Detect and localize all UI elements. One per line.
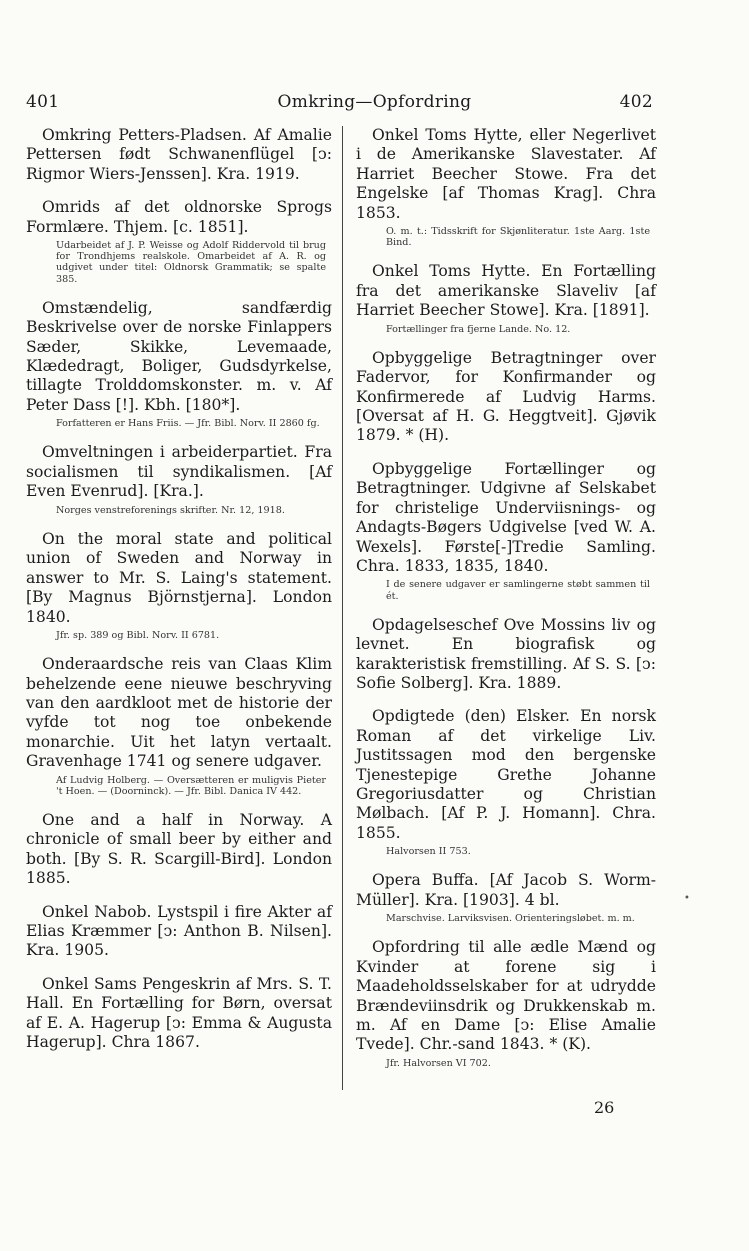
entry-text: Onkel Nabob. Lystspil i fire Akter af Elias Kræmmer [ↄ: Anthon B. Nilsen]. Kra. 1905. (26, 902, 332, 960)
entry-text: Omveltningen i arbeiderpartiet. Fra socialismen til syndikalismen. [Af Even Evenrud]. [Kra.]. (26, 443, 332, 501)
entry-note: I de senere udgaver er samlingerne støbt sammen til ét. (386, 579, 650, 602)
catalog-entry (26, 530, 332, 641)
catalog-entry (356, 938, 656, 1069)
entry-text: Opfordring til alle ædle Mænd og Kvinder at forene sig i Maadeholdsselskaber for at udrydde Brændeviinsdrik og Drukkenskab m. m. Af en Dame [ↄ: Elise Amalie Tvede]. Chr.-sand 1843. * (K). (356, 938, 656, 1054)
entry-note: Halvorsen II 753. (386, 846, 471, 858)
entry-text: Onkel Toms Hytte, eller Negerlivet i de Amerikanske Slavestater. Af Harriet Beecher Stowe. Fra det Engelske [af Thomas Krag]. Chra 1853. (356, 126, 656, 222)
catalog-entry (26, 198, 332, 285)
entry-text: One and a half in Norway. A chronicle of small beer by either and both. [By S. R. Scargill-Bird]. London 1885. (26, 810, 332, 888)
entry-note: Af Ludvig Holberg. — Oversætteren er muligvis Pieter 't Hoen. — (Doorninck). — Jfr. Bibl. Danica IV 442. (56, 774, 326, 797)
entry-note: Jfr. sp. 389 og Bibl. Norv. II 6781. (56, 629, 220, 641)
entry-text: Omkring Petters-Pladsen. Af Amalie Pettersen født Schwanenflügel [ↄ: Rigmor Wiers-Jenssen]. Kra. 1919. (26, 126, 332, 183)
entry-text: On the moral state and political union of Sweden and Norway in answer to Mr. S. Laing's statement. [By Magnus Björnstjerna]. London 1840. (26, 529, 332, 626)
entry-text: Omrids af det oldnorske Sprogs Formlære. Thjem. [c. 1851]. (26, 198, 332, 236)
entry-text: Opbyggelige Betragtninger over Fadervor, for Konfirmander og Konfirmerede af Ludvig Harms. [Oversat af H. G. Heggtveit]. Gjøvik 1879. * (H). (356, 348, 656, 445)
left-page-number: 401 (26, 92, 60, 112)
right-column (356, 126, 656, 1083)
entry-note: Jfr. Halvorsen VI 702. (386, 1057, 491, 1069)
entry-note: O. m. t.: Tidsskrift for Skjønliteratur. 1ste Aarg. 1ste Bind. (386, 226, 650, 249)
entry-note: Fortællinger fra fjerne Lande. No. 12. (386, 323, 571, 335)
catalog-entry (356, 349, 656, 446)
sheet-number: 26 (594, 1098, 615, 1117)
catalog-entry (26, 903, 332, 961)
entry-note: Marschvise. Larviksvisen. Orienteringsløbet. m. m. (386, 913, 635, 925)
catalog-entry (26, 299, 332, 430)
catalog-entry (356, 707, 656, 857)
entry-note: Forfatteren er Hans Friis. — Jfr. Bibl. Norv. II 2860 fg. (56, 418, 320, 430)
entry-text: Opdigtede (den) Elsker. En norsk Roman af det virkelige Liv. Justitssagen mod den bergenske Tjenestepige Grethe Johanne Gregoriusdatter og Christian Mølbach. [Af P. J. Homann]. Chra. 1855. (356, 707, 656, 842)
left-column (26, 126, 332, 1066)
entry-note: Udarbeidet af J. P. Weisse og Adolf Riddervold til brug for Trondhjems realskole. Omarbeidet af A. R. og udgivet under titel: Oldnorsk Grammatik; se spalte 385. (56, 240, 326, 285)
catalog-entry (356, 871, 656, 924)
catalog-entry (26, 443, 332, 515)
entry-text: Opdagelseschef Ove Mossins liv og levnet. En biografisk og karakteristisk fremstilling. Af S. S. [ↄ: Sofie Solberg]. Kra. 1889. (356, 615, 656, 692)
catalog-entry (26, 126, 332, 184)
entry-text: Omstændelig, sandfærdig Beskrivelse over de norske Finlappers Sæder, Skikke, Levemaade, Klædedragt, Boliger, Gudsdyrkelse, tillagte Trolddomskonster. m. v. Af Peter Dass [!]. Kbh. [180*]. (26, 298, 332, 414)
entry-text: Opbyggelige Fortællinger og Betragtninger. Udgivne af Selskabet for christelige Underviisnings- og Andagts-Bøgers Udgivelse [ved W. A. Wexels]. Første[-]Tredie Samling. Chra. 1833, 1835, 1840. (356, 459, 656, 575)
catalog-entry (356, 460, 656, 602)
column-divider (342, 126, 343, 1090)
running-title: Omkring—Opfordring (277, 92, 472, 112)
entry-text: Opera Buffa. [Af Jacob S. Worm-Müller]. Kra. [1903]. 4 bl. (356, 871, 656, 909)
catalog-entry (26, 975, 332, 1053)
entry-note: Norges venstreforenings skrifter. Nr. 12, 1918. (56, 504, 285, 516)
right-page-number: 402 (619, 92, 653, 112)
entry-text: Onkel Toms Hytte. En Fortælling fra det amerikanske Slaveliv [af Harriet Beecher Stowe]. Kra. [1891]. (356, 262, 656, 320)
margin-dot: • (684, 893, 690, 904)
entry-text: Onkel Sams Pengeskrin af Mrs. S. T. Hall. En Fortælling for Børn, oversat af E. A. Hagerup [ↄ: Emma & Augusta Hagerup]. Chra 1867. (26, 974, 332, 1052)
catalog-entry (26, 655, 332, 797)
catalog-entry (356, 126, 656, 248)
catalog-entry (356, 616, 656, 694)
entry-text: Onderaardsche reis van Claas Klim behelzende eene nieuwe beschryving van den aardkloot met de historie der vyfde tot nog toe onbekende monarchie. Uit het latyn vertaalt. Gravenhage 1741 og senere udgaver. (26, 655, 332, 771)
catalog-entry (356, 262, 656, 334)
catalog-entry (26, 811, 332, 889)
